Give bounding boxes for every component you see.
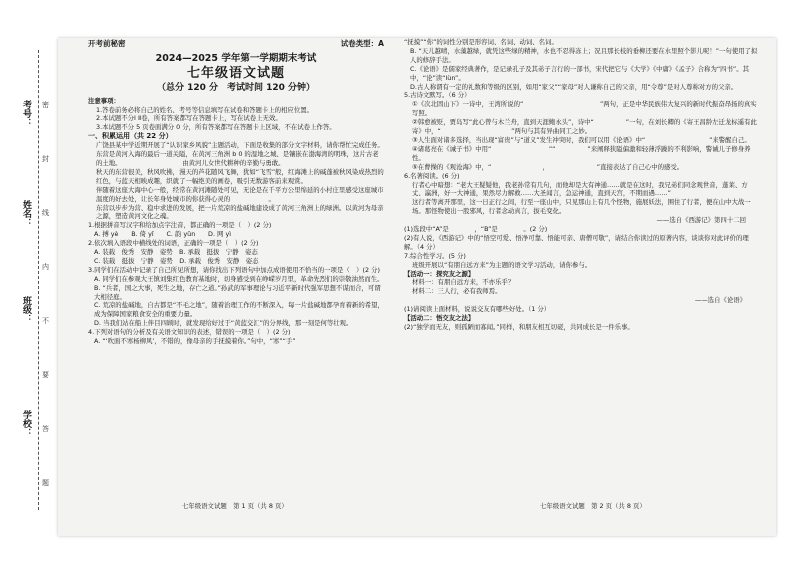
text-line: 注意事项： xyxy=(88,96,120,105)
binding-label-school: 学校： xyxy=(21,410,31,437)
text-line: 伴随着这座大海中心一般，经常在黄河滩随处可见，无论是在千平方公里绵延的小村庄里感受这座城市温度的好去处，让长年身处城市的你获得心灵的 。 xyxy=(96,185,384,203)
text-line: ——选自《西游记》第四十二回 xyxy=(656,216,746,225)
seal-mark: 答 xyxy=(42,425,49,433)
seal-mark: 不 xyxy=(42,317,49,325)
text-line: B. “天儿越晴，水藻越绿，就凭这些绿的精神，水也不忍得冻上；况且那长枝的垂柳还要在水里照个影儿呢！”一句使用了拟人的修辞手法。 xyxy=(410,46,758,64)
text-line: 3.本试题不分 5 页卷面满分 0 分，所有答案都写在答题卡上区域，不在试卷上作答。 xyxy=(96,123,336,132)
text-line: 东营以步步为营、稳中求进的发展，把一片荒凉的盐碱地建设成了黄河三角洲上的绿洲。以黄河为母亲之源，塑造黄河文化之魂。 xyxy=(96,203,384,221)
text-line: 【活动二：悟交友之法】 xyxy=(404,314,475,323)
text-line: A. “‘吹面不寒杨柳风’，不错的，像母亲的手抚摸着你。”句中，“寒”“手” xyxy=(94,337,296,346)
seal-mark: 要 xyxy=(42,371,49,379)
text-line: 广饶县某中学近期开展了“认识家乡风貌”主题活动，下面是收集的部分文字材料，请你帮忙完成任务。 xyxy=(96,141,384,150)
text-line: 2.依次填入语段中横线处的词语，正确的一项是（ ）(2 分) xyxy=(88,239,259,248)
page-footer-right: 七年级语文试题 第 2 页（共 8 页） xyxy=(540,502,646,510)
text-line: 1.根据拼音写汉字和给加点字注音，都正确的一项是（ ）(2 分) xyxy=(88,221,272,230)
seal-line xyxy=(38,50,39,510)
text-line: C. 装载 挺拔 宁静 姿势 D. 承载 俊秀 安静 姿态 xyxy=(94,256,259,265)
page-right xyxy=(404,38,758,332)
text-line: C.《论语》是儒家经典著作，是记录孔子及其弟子言行的一部书，宋代把它与《大学》《中庸》《孟子》合称为“四书”。其中，“论”读“lùn”。 xyxy=(410,64,750,82)
subject-title: 七年级语文试题 xyxy=(186,65,285,81)
text-line: A. 同学们在参观大王镇刘集红色教育基地时，切身感受到在峥嵘岁月里，革命先烈们的崇敬油然而生。 xyxy=(94,274,384,283)
text-line: 【活动一：探究友之源】 xyxy=(404,269,475,278)
text-line: ⑤在曹操的《观沧海》中，“ ， ”直接表达了自己心中的感受。 xyxy=(412,162,684,171)
exam-info: （总分 120 分 考试时间 120 分钟） xyxy=(156,82,316,93)
text-line: (1)请阅读上面材料，说说交友有哪些好处。（1 分） xyxy=(404,305,551,314)
text-line: 5.古诗文默写。（6 分） xyxy=(404,91,471,100)
text-line: 东营是黄河入海的最后一道关隘，在黄河三角洲 b 0 的湿地之城、是镶嵌在渤海湾的明珠，这片古老的土地。 由黄河儿女世代耕种的辛勤与勇敢。 xyxy=(96,150,379,167)
seal-mark: 封 xyxy=(42,155,49,163)
seal-mark: 线 xyxy=(42,209,49,217)
text-line: A. 搏 yè B. 倚 yǐ C. 韵 yǔn D. 网 yì xyxy=(94,230,232,239)
page-left xyxy=(88,38,384,346)
text-line: 6.名著阅读。(6 分) xyxy=(404,171,460,180)
right-content xyxy=(404,38,758,332)
text-line: 班级开展以“有朋自远方来”为主题的语文学习活动，请你参与。 xyxy=(412,260,592,269)
seal-mark: 内 xyxy=(42,263,49,271)
text-line: 1.答卷前务必将自己的姓名、考号等信息填写在试卷和答题卡上的相应位置。 xyxy=(96,105,313,114)
binding-label-exam-id: 考号： xyxy=(21,100,31,127)
paper-type: 试卷类型：A xyxy=(340,39,384,48)
secret-label: 开考前秘密 xyxy=(88,39,126,48)
text-line: 3.同学们在活动中记录了自己所见所想，请你找出下列语句中加点成语使用不恰当的一项是（ ）(2 分) xyxy=(88,265,380,274)
text-line: D. 当我们站在船上伴目四顾时，就发现给好过于“黄蓝交汇”的分界线，那一刻是何等壮观。 xyxy=(94,319,353,328)
text-line: 7.综合性学习。(5 分) xyxy=(404,251,466,260)
text-line: ①《次北固山下》一诗中，王湾所说的“ ”两句，正是中华民族伟大复兴的新时代振奋昂扬的真实写照。 xyxy=(412,100,757,118)
text-line: 一、积累运用（共 22 分） xyxy=(88,132,173,141)
binding-label-name: 姓名： xyxy=(21,200,31,227)
text-line: ③人生面对诸多选择，当出现“富贵”与“道义”发生冲突时，我们可以用《论语》中“ ”来警醒自己。 xyxy=(412,135,751,144)
page-header xyxy=(88,40,384,49)
text-line: 2.本试题不分Ⅰ Ⅱ卷，所有答案都写在答题卡上，写在试卷上无效。 xyxy=(96,114,282,123)
page-footer-left: 七年级语文试题 第 1 页（共 8 页） xyxy=(182,502,288,510)
text-line: A. 装载 俊秀 安静 姿势 B. 承载 挺拔 宁静 姿态 xyxy=(94,248,258,257)
binding-label-class: 班级： xyxy=(21,296,31,323)
seal-mark: 题 xyxy=(42,479,49,487)
text-line: “抚摸”“你”的词性分别是形容词、名词、动词、名词。 xyxy=(404,38,558,46)
text-line: (2)“独学而无友，则孤陋而寡闻。”同样，和朋友相互切磋，共同成长是一件乐事。 xyxy=(404,323,634,331)
text-line: (2)有人说，《西游记》中的“悟空可爱、悟净可靠、悟能可亲、唐僧可敬”，请结合你读过的原著内容，谈谈你对此评价的理解。（4 分） xyxy=(404,233,749,251)
binding-strip xyxy=(18,40,52,510)
text-line: D.古人称谓有一定的礼数和等级的区别，如用“家父”“家母”对人谦称自己的父亲，用“令尊”是对人尊称对方的父亲。 xyxy=(410,82,738,91)
text-line: 材料二：三人行，必有我师焉。 xyxy=(412,287,502,296)
text-line: ②韩愈被贬，贾岛写“此心曾与木兰舟，直到天涯鲍永头”，诗中“ ”一句，在刘长卿的《寄王昌龄左迁龙标遥有此寄》中，“ ”两句与其有异曲同工之妙。 xyxy=(412,118,757,136)
exam-title: 2024—2025 学年第一学期期末考试 xyxy=(155,52,317,64)
left-content xyxy=(88,97,384,346)
text-line: (1)选段中“A”是 ，“B”是 。(2 分) xyxy=(404,225,548,234)
text-line: 材料一：有朋自远方来，不亦乐乎？ xyxy=(412,278,515,287)
text-line: ——选自《论语》 xyxy=(694,296,746,305)
text-line: 4.下列对语句的分析及有关语文知识的表述，错误的一项是（ ）(2 分) xyxy=(88,328,291,337)
text-line: ④诸葛亮在《诫子书》中用“ ”“ ”来阐释狭隘偏激和轻薄浮躁的不利影响，警诫儿子修身养性。 xyxy=(412,144,751,162)
text-line: 秋天的东营很美，秋风吹拂，漫天的芦花随风飞舞，犹如“飞雪”般，红海滩上的碱蓬被秋风染成热烈的红色，与蓝天相映成趣，织就了一幅绝美的画卷，吸引无数游客前来观赏。 xyxy=(96,167,384,185)
seal-mark: 密 xyxy=(42,101,49,109)
text-line: 这行者等离开那里，这一日正行之间，行至一座山中，只见那山上有几个怪物，施展妖法，围住了行者，便在山中大战一场。那怪物使出一股邪风，行者念动真言，拔毛变化。 xyxy=(412,198,751,216)
text-line: 行者心中暗想：“老大王疑疑他，我老孙常有几句，而他却是大有神通……就是在这时，我兄弟们同念观世音，蓬莱、方丈、瀛洲，好一大神通，果然尽力解救……大圣闻言，急运神通，直到天宫，不期而遇……” xyxy=(412,180,748,198)
text-line: C. 荒凉的盐碱地，自古都是“不毛之地”，随着治理工作的不断深入，每一片盐碱地都孕育着新的希望，成为保障国家粮食安全的重要力量。 xyxy=(94,301,384,319)
text-line: B. “兵者，国之大事，死生之地，存亡之道。”孙武的军事理论与习近平新时代强军思想不谋而合，可谓大相径庭。 xyxy=(94,283,381,301)
